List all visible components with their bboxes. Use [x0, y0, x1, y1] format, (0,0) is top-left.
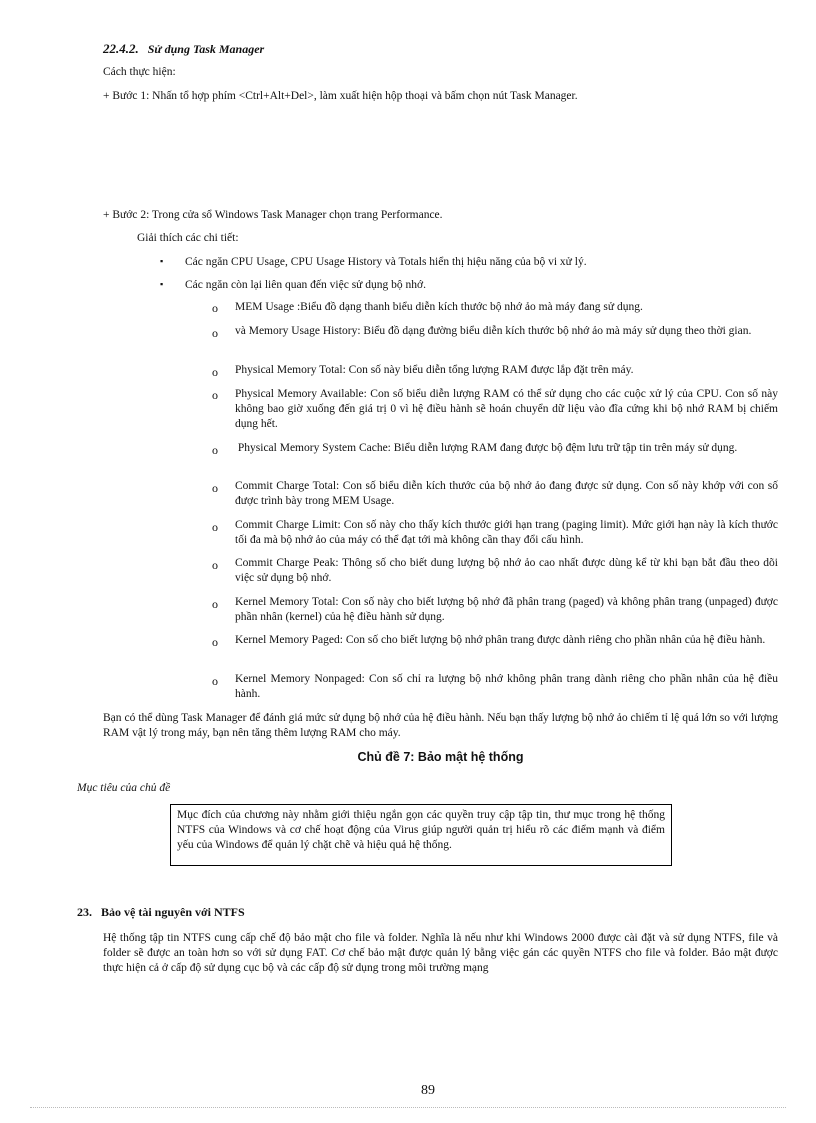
closing-paragraph: Bạn có thể dùng Task Manager để đánh giá mức sử dụng bộ nhớ của hệ điều hành. Nếu bạn thấy lượng bộ nhớ ảo chiếm tỉ lệ quá lớn so với lượng RAM vật lý trong máy, bạn nên tăng thêm lượng RAM cho máy.: [103, 712, 778, 739]
sub-bullet-marker: o: [212, 326, 218, 340]
explain-label: Giải thích các chi tiết:: [137, 232, 239, 244]
sub-bullet-item: MEM Usage :Biểu đồ dạng thanh biểu diễn kích thước bộ nhớ ảo mà máy đang sử dụng.: [235, 301, 643, 313]
bullet-item: Các ngăn còn lại liên quan đến việc sử dụng bộ nhớ.: [185, 279, 426, 291]
sub-bullet-marker: o: [212, 301, 218, 315]
bullet-item: Các ngăn CPU Usage, CPU Usage History và Totals hiển thị hiệu năng của bộ vi xử lý.: [185, 256, 587, 268]
sub-bullet-item: Commit Charge Peak: Thông số cho biết dung lượng bộ nhớ ảo cao nhất được dùng kể từ khi bạn bắt đầu theo dõi việc sử dụng bộ nhớ.: [235, 557, 778, 584]
sub-bullet-marker: o: [212, 481, 218, 495]
section-23-heading: [77, 905, 245, 920]
objective-label: Mục tiêu của chủ đề: [77, 782, 171, 794]
chapter-title: Chủ đề 7: Bảo mật hệ thống: [357, 750, 524, 764]
objective-box: [170, 804, 672, 866]
sub-bullet-item: Kernel Memory Total: Con số này cho biết lượng bộ nhớ đã phân trang (paged) và không phân trang (unpaged) được phần nhân (kernel) của hệ điều hành sử dụng.: [235, 596, 778, 623]
sub-bullet-item: Kernel Memory Nonpaged: Con số chỉ ra lượng bộ nhớ không phân trang dành riêng cho phần nhân của hệ điều hành.: [235, 673, 778, 700]
sub-bullet-marker: o: [212, 443, 218, 457]
sub-bullet-marker: o: [212, 365, 218, 379]
sub-bullet-marker: o: [212, 674, 218, 688]
objective-text: Mục đích của chương này nhằm giới thiệu ngắn gọn các quyền truy cập tập tin, thư mục trong hệ thống NTFS của Windows và cơ chế hoạt động của Virus giúp người quản trị hiểu rõ các điểm mạnh và điểm yếu của Windows để quản lý chặt chẽ và hiệu quả hệ thống.: [177, 809, 665, 851]
sub-bullet-item: Kernel Memory Paged: Con số cho biết lượng bộ nhớ phân trang được dành riêng cho phần nhân của hệ điều hành.: [235, 634, 766, 646]
section-23-title: Bảo vệ tài nguyên với NTFS: [101, 905, 245, 919]
sub-bullet-item: Commit Charge Total: Con số biểu diễn kích thước của bộ nhớ ảo đang được sử dụng. Con số này khớp với con số được trình bày trong MEM Usage.: [235, 480, 778, 507]
step-2: + Bước 2: Trong cửa sổ Windows Task Manager chọn trang Performance.: [103, 209, 443, 221]
how-to-label: Cách thực hiện:: [103, 66, 176, 78]
sub-bullet-item: và Memory Usage History: Biểu đồ dạng đường biểu diễn kích thước bộ nhớ ảo mà máy sử dụng theo thời gian.: [235, 325, 752, 337]
sub-bullet-marker: o: [212, 635, 218, 649]
sub-bullet-marker: o: [212, 520, 218, 534]
section-23-number: 23.: [77, 905, 92, 919]
footer-divider: [30, 1107, 786, 1108]
sub-bullet-item: Commit Charge Limit: Con số này cho thấy kích thước giới hạn trang (paging limit). Mức giới hạn này là kích thước tối đa mà bộ nhớ ảo của máy có thể đạt tới mà không cần thay đổi cấu hình.: [235, 519, 778, 546]
page-number: 89: [421, 1083, 435, 1098]
sub-bullet-marker: o: [212, 388, 218, 402]
sub-bullet-item: Physical Memory Available: Con số biểu diễn lượng RAM có thể sử dụng cho các cuộc xử lý của CPU. Con số này không bao giờ xuống đến giá trị 0 vì hệ điều hành sẽ hoán chuyển dữ liệu vào đĩa cứng khi bộ nhớ RAM bị chiếm dụng hết.: [235, 388, 778, 430]
sub-bullet-item: Physical Memory Total: Con số này biểu diễn tổng lượng RAM được lắp đặt trên máy.: [235, 364, 634, 376]
step-1: + Bước 1: Nhấn tổ hợp phím <Ctrl+Alt+Del>, làm xuất hiện hộp thoại và bấm chọn nút Task Manager.: [103, 90, 578, 102]
bullet-marker: ▪: [160, 279, 164, 289]
section-title: Sử dụng Task Manager: [147, 42, 265, 56]
sub-bullet-marker: o: [212, 597, 218, 611]
section-number: 22.4.2.: [103, 41, 139, 56]
sub-bullet-item: Physical Memory System Cache: Biểu diễn lượng RAM đang được bộ đệm lưu trữ tập tin trên máy sử dụng.: [235, 442, 738, 454]
sub-bullet-marker: o: [212, 558, 218, 572]
section-heading: [103, 41, 264, 57]
bullet-marker: ▪: [160, 256, 164, 266]
section-23-paragraph: Hệ thống tập tin NTFS cung cấp chế độ bảo mật cho file và folder. Nghĩa là nếu như khi Windows 2000 được cài đặt và sử dụng NTFS, file và folder sẽ được an toàn hơn so với sử dụng FAT. Cơ chế bảo mật được quản lý bằng việc gán các quyền NTFS cho file và folder. Bảo mật được thực hiện cả ở cấp độ sử dụng cục bộ và các cấp độ sử dụng trong môi trường mạng: [103, 932, 778, 974]
